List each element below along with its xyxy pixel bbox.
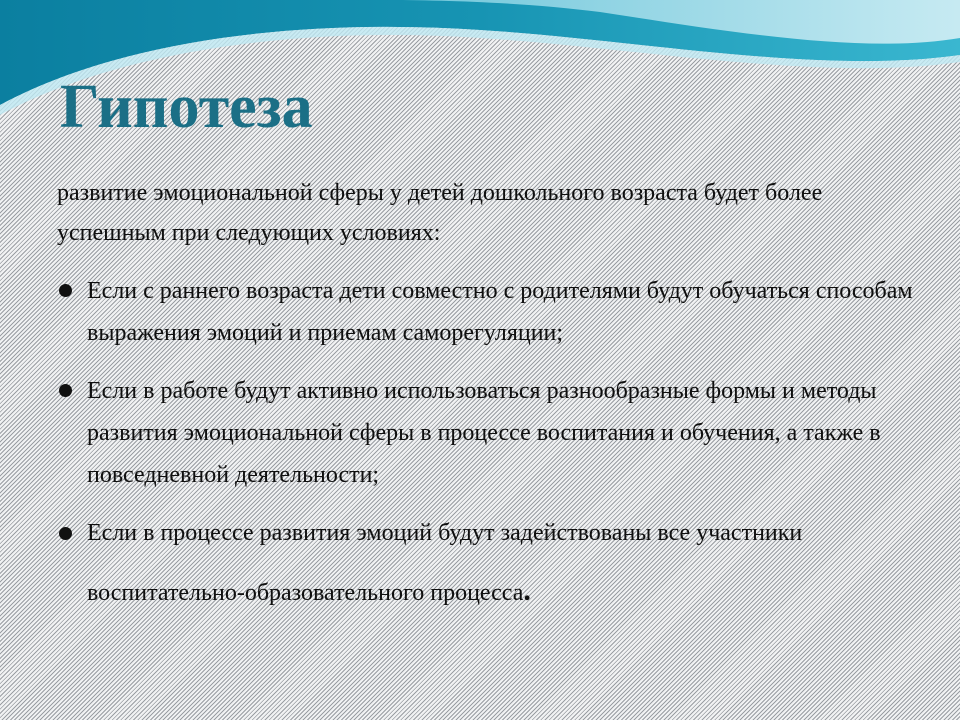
bullet-dot-icon <box>59 527 72 540</box>
conditions-list <box>57 270 937 638</box>
list-item <box>57 370 937 496</box>
list-item <box>57 270 937 354</box>
intro-text: развитие эмоциональной сферы у детей дошкольного возраста будет более успешным при следующих условиях: <box>57 180 823 246</box>
list-item-text: Если в процессе развития эмоций будут задействованы все участники воспитательно-образовательного процесса <box>87 520 803 606</box>
bullet-dot-icon <box>59 284 72 297</box>
list-item-text: Если в работе будут активно использоваться разнообразные формы и методы развития эмоциональной сферы в процессе воспитания и обучения, а также в повседневной деятельности; <box>87 378 881 488</box>
list-item <box>57 504 937 622</box>
list-item-text: Если с раннего возраста дети совместно с родителями будут обучаться способам выражения эмоций и приемам саморегуляции; <box>87 278 913 346</box>
slide-title: Гипотеза <box>60 73 313 141</box>
bullet-dot-icon <box>59 384 72 397</box>
list-item-period: . <box>523 574 531 607</box>
